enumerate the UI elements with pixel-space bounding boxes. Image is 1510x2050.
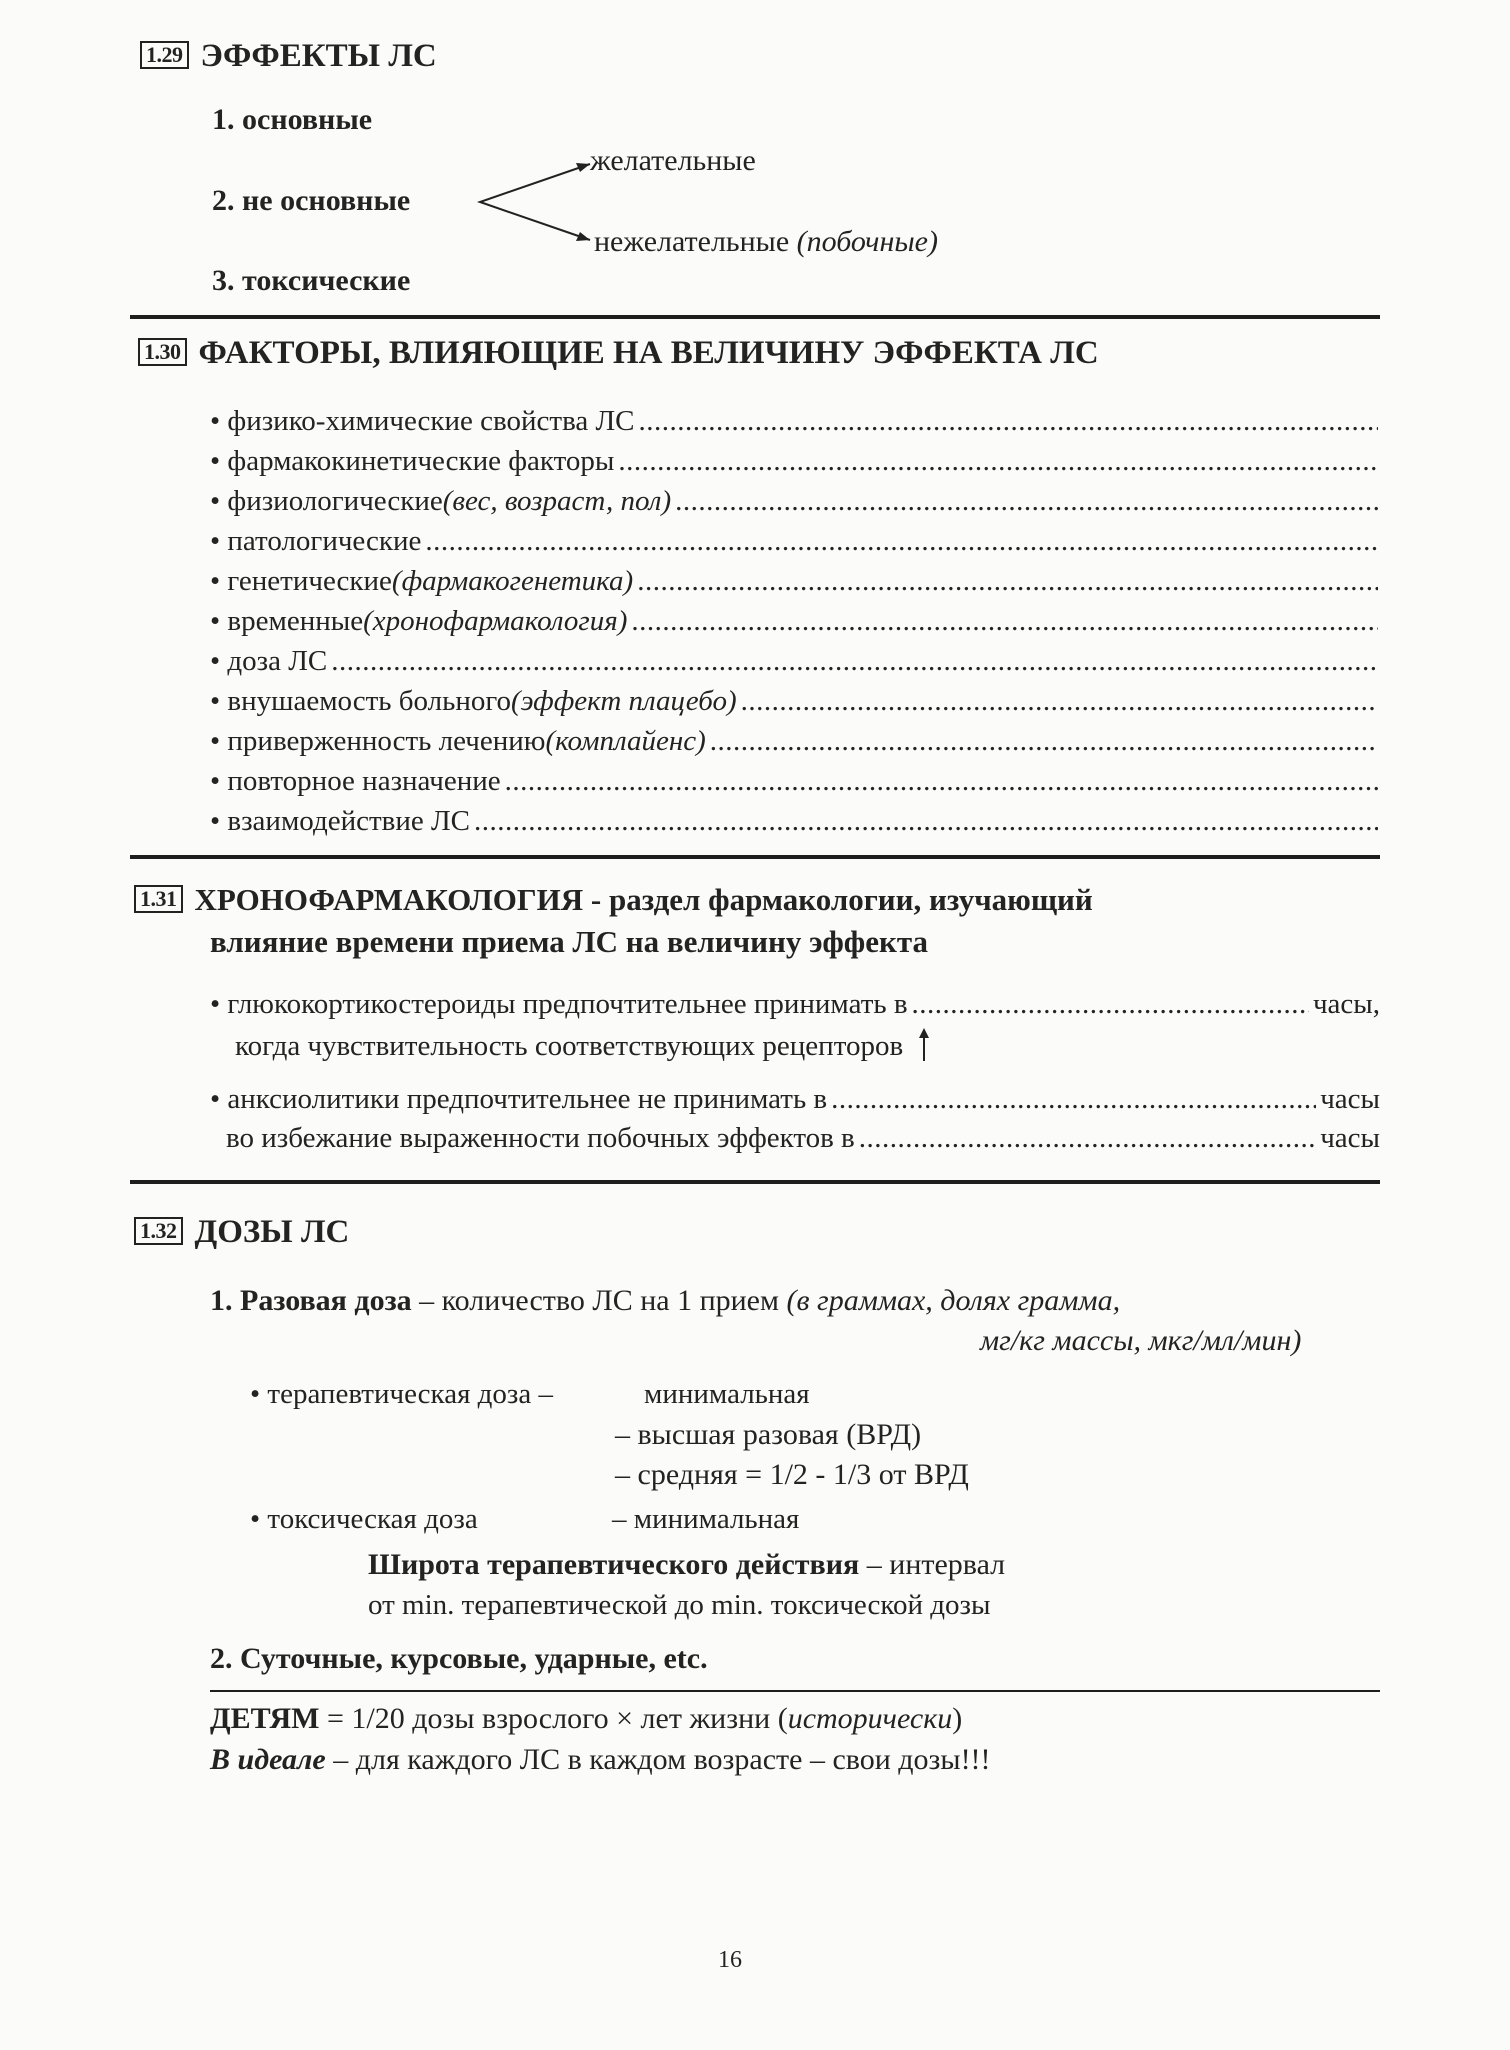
section-title: ЭФФЕКТЫ ЛС — [200, 38, 437, 74]
single-dose-line — [210, 1284, 1120, 1318]
factor-text: • взаимодействие ЛС — [210, 805, 470, 837]
arrow-up-icon — [916, 1027, 932, 1063]
list-item — [210, 521, 1378, 561]
list-item — [210, 601, 1378, 641]
branch-desired: желательные — [590, 144, 756, 177]
therapeutic-width-line — [368, 1548, 1005, 1582]
section-divider — [130, 1180, 1380, 1184]
section-1-32-header — [134, 1214, 349, 1251]
section-number-badge: 1.29 — [140, 41, 189, 69]
dot-leader — [710, 721, 1378, 761]
factor-note: (комплайенс) — [545, 725, 706, 757]
section-title: ХРОНОФАРМАКОЛОГИЯ — [194, 882, 584, 917]
factor-text: • физико-химические свойства ЛС — [210, 405, 635, 437]
dot-leader — [859, 1122, 1316, 1155]
dot-leader — [675, 481, 1378, 521]
dot-leader — [637, 561, 1378, 601]
factor-note: (вес, возраст, пол) — [442, 485, 672, 517]
therapeutic-width-term: Широта терапевтического действия — [368, 1548, 860, 1581]
tox-dose-label: • токсическая доза — [250, 1503, 478, 1535]
factor-text: • доза ЛС — [210, 645, 328, 677]
ideal-label: В идеале — [210, 1743, 326, 1776]
gcs-line — [210, 988, 1380, 1021]
gcs-text: • глюкокортикостероиды предпочтительнее принимать в — [210, 988, 908, 1020]
list-item — [210, 801, 1378, 841]
gcs-end: часы, — [1312, 988, 1380, 1020]
factor-note: (эффект плацебо) — [511, 685, 737, 717]
factor-text: • внушаемость больного — [210, 685, 512, 717]
dot-leader — [618, 441, 1378, 481]
section-number-badge: 1.31 — [134, 885, 183, 913]
single-dose-def: – количество ЛС на 1 прием — [411, 1284, 787, 1317]
section-title-line2: влияние времени приема ЛС на величину эффекта — [210, 924, 928, 959]
children-formula: = 1/20 дозы взрослого × лет жизни ( — [319, 1702, 788, 1735]
branch-undesired-text: нежелательные — [594, 225, 790, 258]
children-historic: исторически — [787, 1702, 953, 1735]
effect-toxic: 3. токсические — [212, 264, 411, 297]
factor-text: • генетические — [210, 565, 392, 597]
tox-dose-min: – минимальная — [612, 1503, 800, 1535]
section-divider — [130, 855, 1380, 859]
section-divider — [130, 315, 1380, 319]
branch-arrows-diagram — [440, 150, 600, 250]
list-item — [210, 481, 1378, 521]
list-item — [210, 681, 1378, 721]
effect-secondary: 2. не основные — [212, 184, 411, 217]
other-doses: 2. Суточные, курсовые, ударные, etc. — [210, 1642, 708, 1675]
dot-leader — [474, 801, 1378, 841]
list-item — [210, 641, 1378, 681]
anx-text: • анксиолитики предпочтительнее не принимать в — [210, 1083, 828, 1115]
factor-note: (хронофармакология) — [363, 605, 628, 637]
therapeutic-width-line2: от min. терапевтической до min. токсической дозы — [368, 1589, 991, 1621]
dot-leader — [912, 988, 1309, 1021]
single-dose-units-2: мг/кг массы, мкг/мл/мин) — [980, 1324, 1302, 1357]
dot-leader — [631, 601, 1378, 641]
factor-text: • приверженность лечению — [210, 725, 546, 757]
factor-text: • фармакокинетические факторы — [210, 445, 615, 477]
factor-text: • временные — [210, 605, 364, 637]
single-dose-label: 1. Разовая доза — [210, 1284, 412, 1317]
page-number: 16 — [718, 1947, 742, 1973]
anx-line2 — [226, 1122, 1380, 1155]
children-close: ) — [952, 1702, 963, 1735]
anx-line2-text: во избежание выраженности побочных эффектов в — [226, 1122, 855, 1154]
ther-dose-avg: – средняя = 1/2 - 1/3 от ВРД — [615, 1458, 969, 1491]
section-1-30-header — [138, 335, 1099, 372]
dot-leader — [505, 761, 1378, 801]
factor-note: (фармакогенетика) — [391, 565, 634, 597]
list-item — [210, 441, 1378, 481]
ther-dose-label: • терапевтическая доза – — [250, 1378, 553, 1410]
factor-text: • патологические — [210, 525, 422, 557]
list-item — [210, 561, 1378, 601]
section-title: ДОЗЫ ЛС — [194, 1214, 350, 1250]
dot-leader — [425, 521, 1378, 561]
factor-text: • физиологические — [210, 485, 443, 517]
ideal-text: – для каждого ЛС в каждом возрасте – свои дозы!!! — [325, 1743, 991, 1776]
ther-dose-max: – высшая разовая (ВРД) — [615, 1418, 922, 1451]
anx-end: часы — [1320, 1083, 1380, 1115]
single-dose-units: (в граммах, долях грамма, — [786, 1284, 1121, 1317]
note-divider — [210, 1690, 1380, 1692]
factors-list — [210, 401, 1378, 841]
dot-leader — [639, 401, 1378, 441]
dot-leader — [831, 1083, 1316, 1116]
anx-line2-end: часы — [1320, 1122, 1380, 1154]
section-title-rest: - раздел фармакологии, изучающий — [583, 882, 1093, 917]
gcs-line2-text: когда чувствительность соответствующих рецепторов — [235, 1030, 904, 1062]
section-number-badge: 1.32 — [134, 1217, 183, 1245]
section-title: ФАКТОРЫ, ВЛИЯЮЩИЕ НА ВЕЛИЧИНУ ЭФФЕКТА ЛС — [198, 335, 1099, 371]
factor-text: • повторное назначение — [210, 765, 501, 797]
dot-leader — [331, 641, 1378, 681]
section-1-31-header — [134, 882, 1093, 918]
ideal-line — [210, 1743, 991, 1777]
children-dose-line — [210, 1702, 962, 1736]
dot-leader — [741, 681, 1378, 721]
branch-undesired-note: (побочные) — [796, 225, 938, 258]
list-item — [210, 721, 1378, 761]
section-1-29-header — [140, 38, 437, 75]
branch-undesired — [594, 225, 938, 259]
section-number-badge: 1.30 — [138, 338, 187, 366]
anx-line — [210, 1083, 1380, 1116]
ther-dose-min: минимальная — [644, 1378, 810, 1410]
children-label: ДЕТЯМ — [210, 1702, 320, 1735]
therapeutic-width-def: – интервал — [859, 1548, 1006, 1581]
list-item — [210, 401, 1378, 441]
gcs-line2 — [235, 1027, 932, 1063]
effect-main: 1. основные — [212, 103, 373, 136]
list-item — [210, 761, 1378, 801]
